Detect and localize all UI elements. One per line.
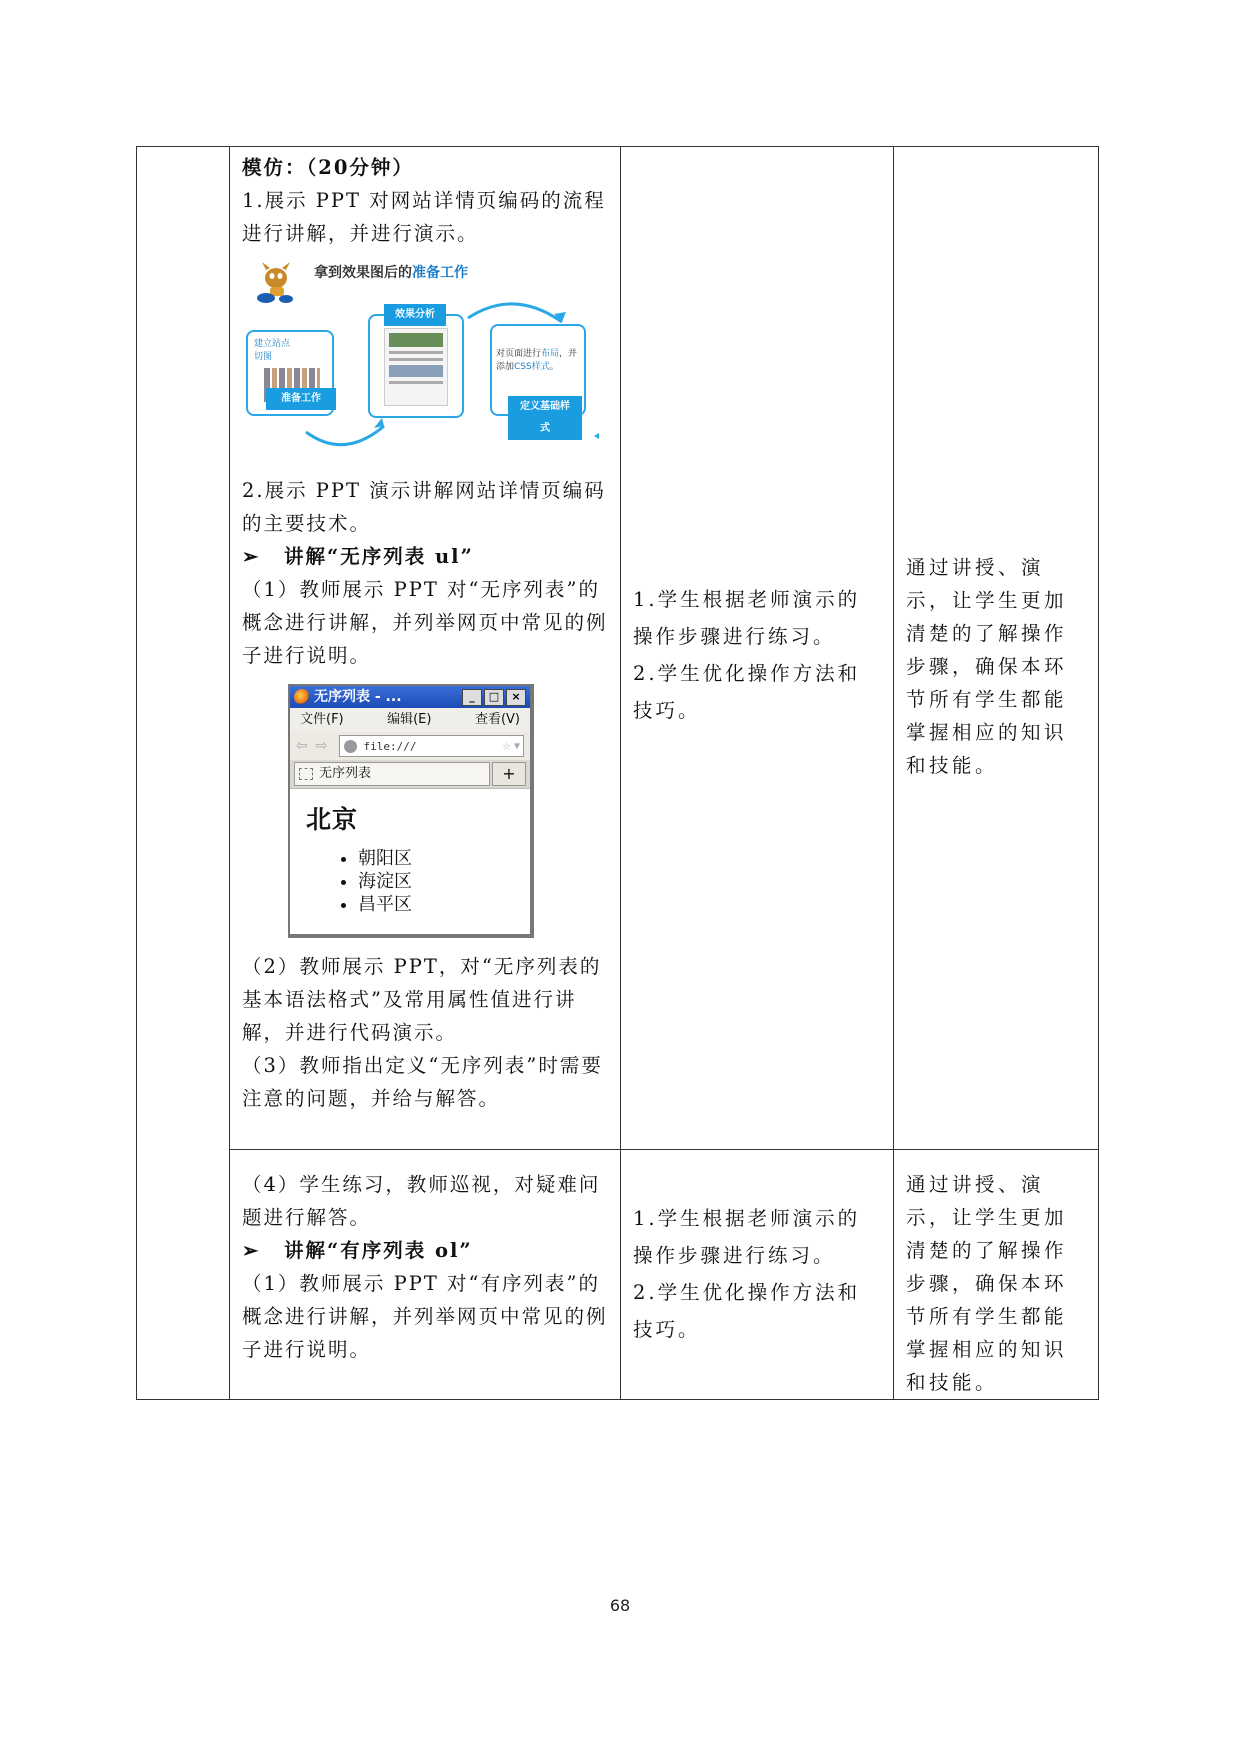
stage-cell	[137, 147, 230, 1400]
globe-icon	[344, 740, 357, 753]
activity-cell	[230, 1150, 621, 1400]
minimize-icon: _	[462, 689, 482, 706]
dropdown-icon: ▼	[513, 740, 520, 752]
browser-tab: 无序列表	[294, 762, 490, 786]
browser-screenshot	[288, 684, 534, 938]
list-item: • 昌平区	[358, 893, 514, 916]
activity-paragraph: （1）教师展示 PPT 对“有序列表”的概念进行讲解，并列举网页中常见的例子进行说明。	[242, 1272, 608, 1361]
close-icon: ×	[506, 689, 526, 706]
list-item: • 海淀区	[358, 870, 514, 893]
purpose-cell	[894, 147, 1099, 1150]
activity-paragraph: （2）教师展示 PPT，对“无序列表的基本语法格式”及常用属性值进行讲解，并进行代码演示。	[242, 955, 602, 1044]
purpose-cell	[894, 1150, 1099, 1400]
prepare-tag: 准备工作	[266, 388, 336, 410]
arrow-bullet-icon: ➢	[242, 1239, 261, 1262]
menu-item: 文件(F)	[300, 712, 344, 727]
firefox-icon	[294, 689, 310, 705]
student-activity-item: 2.学生优化操作方法和技巧。	[633, 662, 861, 722]
student-activity-cell	[621, 1150, 894, 1400]
lesson-table	[136, 146, 1099, 1400]
activity-cell	[230, 147, 621, 1150]
window-title: 无序列表 - ...	[314, 689, 402, 705]
student-activity-cell	[621, 147, 894, 1150]
purpose-text: 通过讲授、演示，让学生更加清楚的了解操作步骤，确保本环节所有学生都能掌握相应的知识和技能。	[906, 1173, 1068, 1394]
unordered-list	[306, 847, 514, 916]
student-activity-item: 2.学生优化操作方法和技巧。	[633, 1281, 861, 1341]
workflow-diagram	[244, 256, 604, 456]
table-row	[137, 147, 1099, 1150]
maximize-icon: □	[484, 689, 504, 706]
browser-navbar	[290, 732, 530, 760]
student-activity-item: 1.学生根据老师演示的操作步骤进行练习。	[633, 1207, 861, 1267]
table-row	[137, 1150, 1099, 1400]
star-icon: ☆	[502, 737, 511, 754]
box1-item: 建立站点	[254, 339, 291, 349]
activity-paragraph: 1.展示 PPT 对网站详情页编码的流程进行讲解，并进行演示。	[242, 189, 606, 245]
page-number: 68	[609, 1596, 631, 1615]
back-arrow-icon: ⇦	[296, 737, 308, 754]
tab-page-icon	[299, 768, 313, 780]
activity-paragraph: （3）教师指出定义“无序列表”时需要注意的问题，并给与解答。	[242, 1054, 603, 1110]
browser-content	[290, 788, 530, 934]
menu-item: 编辑(E)	[387, 712, 432, 727]
analysis-tag: 效果分析	[384, 304, 446, 326]
browser-titlebar	[290, 686, 530, 708]
activity-paragraph: （1）教师展示 PPT 对“无序列表”的概念进行讲解，并列举网页中常见的例子进行说明。	[242, 578, 608, 667]
diagram-title: 拿到效果图后的准备工作	[314, 265, 468, 281]
student-activity-item: 1.学生根据老师演示的操作步骤进行练习。	[633, 588, 861, 648]
activity-paragraph: 2.展示 PPT 演示讲解网站详情页编码的主要技术。	[242, 479, 606, 535]
arrow-bullet-icon: ➢	[242, 545, 261, 568]
list-item: • 朝阳区	[358, 847, 514, 870]
bullet-heading: ➢ 讲解“有序列表 ol”	[242, 1234, 610, 1267]
bullet-heading: ➢ 讲解“无序列表 ul”	[242, 540, 610, 573]
box1-item: 切图	[254, 352, 273, 362]
activity-paragraph: （4）学生练习，教师巡视，对疑难问题进行解答。	[242, 1173, 601, 1229]
browser-tabs	[290, 760, 530, 788]
section-heading: 模仿：（20分钟）	[242, 156, 414, 179]
analysis-box	[368, 314, 464, 418]
browser-menu	[290, 708, 530, 732]
content-heading: 北京	[306, 805, 359, 834]
style-tag: 定义基础样式	[508, 396, 582, 440]
purpose-text: 通过讲授、演示，让学生更加清楚的了解操作步骤，确保本环节所有学生都能掌握相应的知识和技能。	[906, 556, 1068, 777]
forward-arrow-icon: ⇨	[315, 737, 328, 754]
style-box-text: 对页面进行布局，并添加CSS样式。	[496, 349, 578, 372]
menu-item: 查看(V)	[474, 712, 520, 727]
new-tab-icon: +	[492, 762, 526, 786]
address-bar: file:/// ☆ ▼	[339, 735, 524, 757]
